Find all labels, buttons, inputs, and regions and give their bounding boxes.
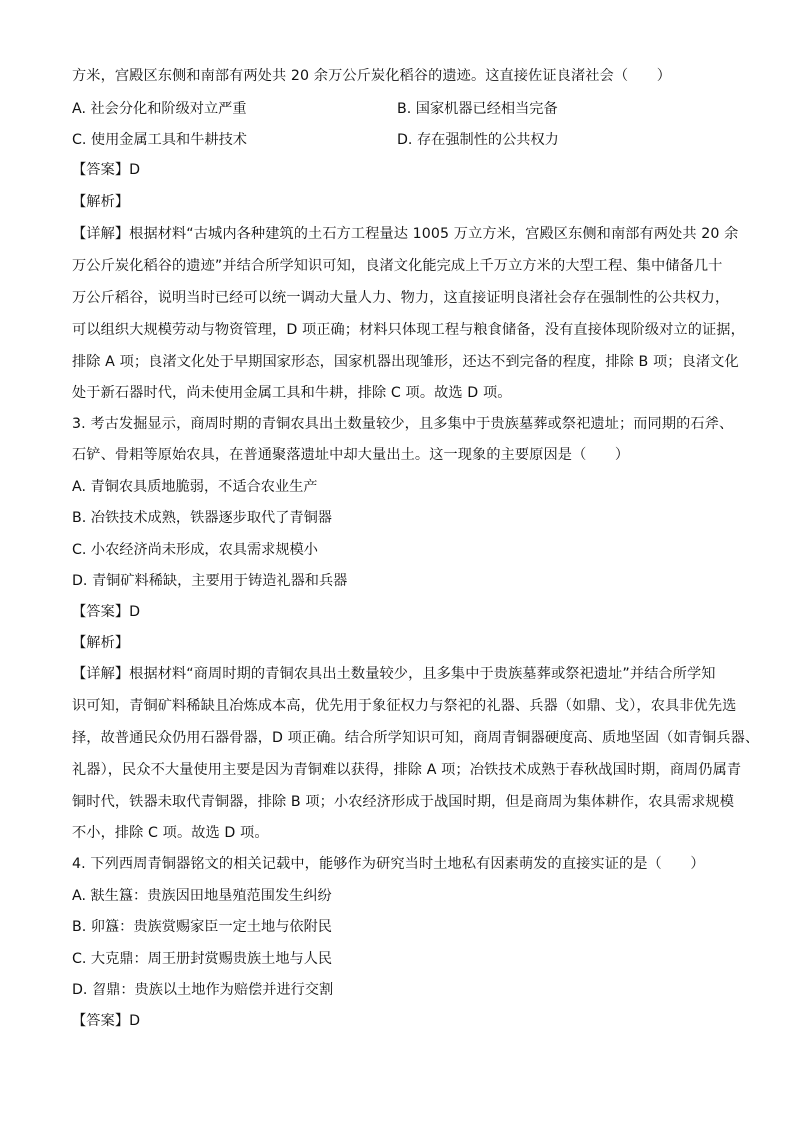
q3-option-a: A. 青铜农具质地脆弱，不适合农业生产 xyxy=(72,479,318,495)
q3-detail-line: 【详解】根据材料“商周时期的青铜农具出土数量较少，且多集中于贵族墓葬或祭祀遗址”并结合所学知 xyxy=(72,666,716,682)
q3-option-c: C. 小农经济尚未形成，农具需求规模小 xyxy=(72,542,318,558)
q3-detail-line: 铜时代，铁器未取代青铜器，排除 B 项；小农经济形成于战国时期，但是商周为集体耕作，农具需求规模 xyxy=(72,794,734,810)
q2-detail-line: 【详解】根据材料“古城内各种建筑的土石方工程量达 1005 万立方米，宫殿区东侧和南部有两处共 20 余 xyxy=(72,226,739,242)
q2-analysis-label: 【解析】 xyxy=(72,194,130,210)
q2-answer: 【答案】D xyxy=(72,162,141,178)
q2-option-b: B. 国家机器已经相当完备 xyxy=(397,101,558,117)
q3-detail-line: 识可知，青铜矿料稀缺且冶炼成本高，优先用于象征权力与祭祀的礼器、兵器（如鼎、戈），农具非优先选 xyxy=(72,698,737,714)
q4-option-b: B. 卯簋：贵族赏赐家臣一定土地与依附民 xyxy=(72,919,332,935)
q2-option-c: C. 使用金属工具和牛耕技术 xyxy=(72,132,247,148)
q3-stem-line: 石铲、骨耜等原始农具，在普通聚落遗址中却大量出土。这一现象的主要原因是（ ） xyxy=(72,447,630,463)
q3-option-b: B. 冶铁技术成熟，铁器逐步取代了青铜器 xyxy=(72,510,332,526)
q4-answer: 【答案】D xyxy=(72,1013,141,1029)
q2-detail-line: 万公斤稻谷，说明当时已经可以统一调动大量人力、物力，这直接证明良渚社会存在强制性的公共权力， xyxy=(72,290,730,306)
q3-answer: 【答案】D xyxy=(72,604,141,620)
q2-detail-line: 万公斤炭化稻谷的遗迹”并结合所学知识可知，良渚文化能完成上千万立方米的大型工程、集中储备几十 xyxy=(72,258,723,274)
q2-detail-line: 排除 A 项；良渚文化处于早期国家形态，国家机器出现雏形，还达不到完备的程度，排除 B 项；良渚文化 xyxy=(72,354,739,370)
q3-option-d: D. 青铜矿料稀缺，主要用于铸造礼器和兵器 xyxy=(72,573,348,589)
q4-option-c: C. 大克鼎：周王册封赏赐贵族土地与人民 xyxy=(72,951,333,967)
q3-analysis-label: 【解析】 xyxy=(72,635,130,651)
q2-option-a: A. 社会分化和阶级对立严重 xyxy=(72,101,247,117)
q3-detail-line: 择，故普通民众仍用石器骨器，D 项正确。结合所学知识可知，商周青铜器硬度高、质地坚固（如青铜兵器、 xyxy=(72,730,760,746)
q3-detail-line: 不小，排除 C 项。故选 D 项。 xyxy=(72,825,269,841)
q4-stem: 4. 下列西周青铜器铭文的相关记载中，能够作为研究当时土地私有因素萌发的直接实证的是（ ） xyxy=(72,856,705,872)
q2-detail-line: 可以组织大规模劳动与物资管理，D 项正确；材料只体现工程与粮食储备，没有直接体现阶级对立的证据， xyxy=(72,322,745,338)
q2-option-d: D. 存在强制性的公共权力 xyxy=(397,132,559,148)
q3-detail-line: 礼器），民众不大量使用主要是因为青铜难以获得，排除 A 项；冶铁技术成熟于春秋战国时期，商周仍属青 xyxy=(72,762,742,778)
q2-detail-line: 处于新石器时代，尚未使用金属工具和牛耕，排除 C 项。故选 D 项。 xyxy=(72,385,512,401)
q4-option-d: D. 曶鼎：贵族以土地作为赔偿并进行交割 xyxy=(72,982,334,998)
q3-stem-line: 3. 考古发掘显示，商周时期的青铜农具出土数量较少，且多集中于贵族墓葬或祭祀遗址；而同期的石斧、 xyxy=(72,416,734,432)
q2-stem-tail: 方米，宫殿区东侧和南部有两处共 20 余万公斤炭化稻谷的遗迹。这直接佐证良渚社会（ ） xyxy=(72,68,671,84)
q4-option-a: A. 㝬生簋：贵族因田地垦殖范围发生纠纷 xyxy=(72,888,332,904)
